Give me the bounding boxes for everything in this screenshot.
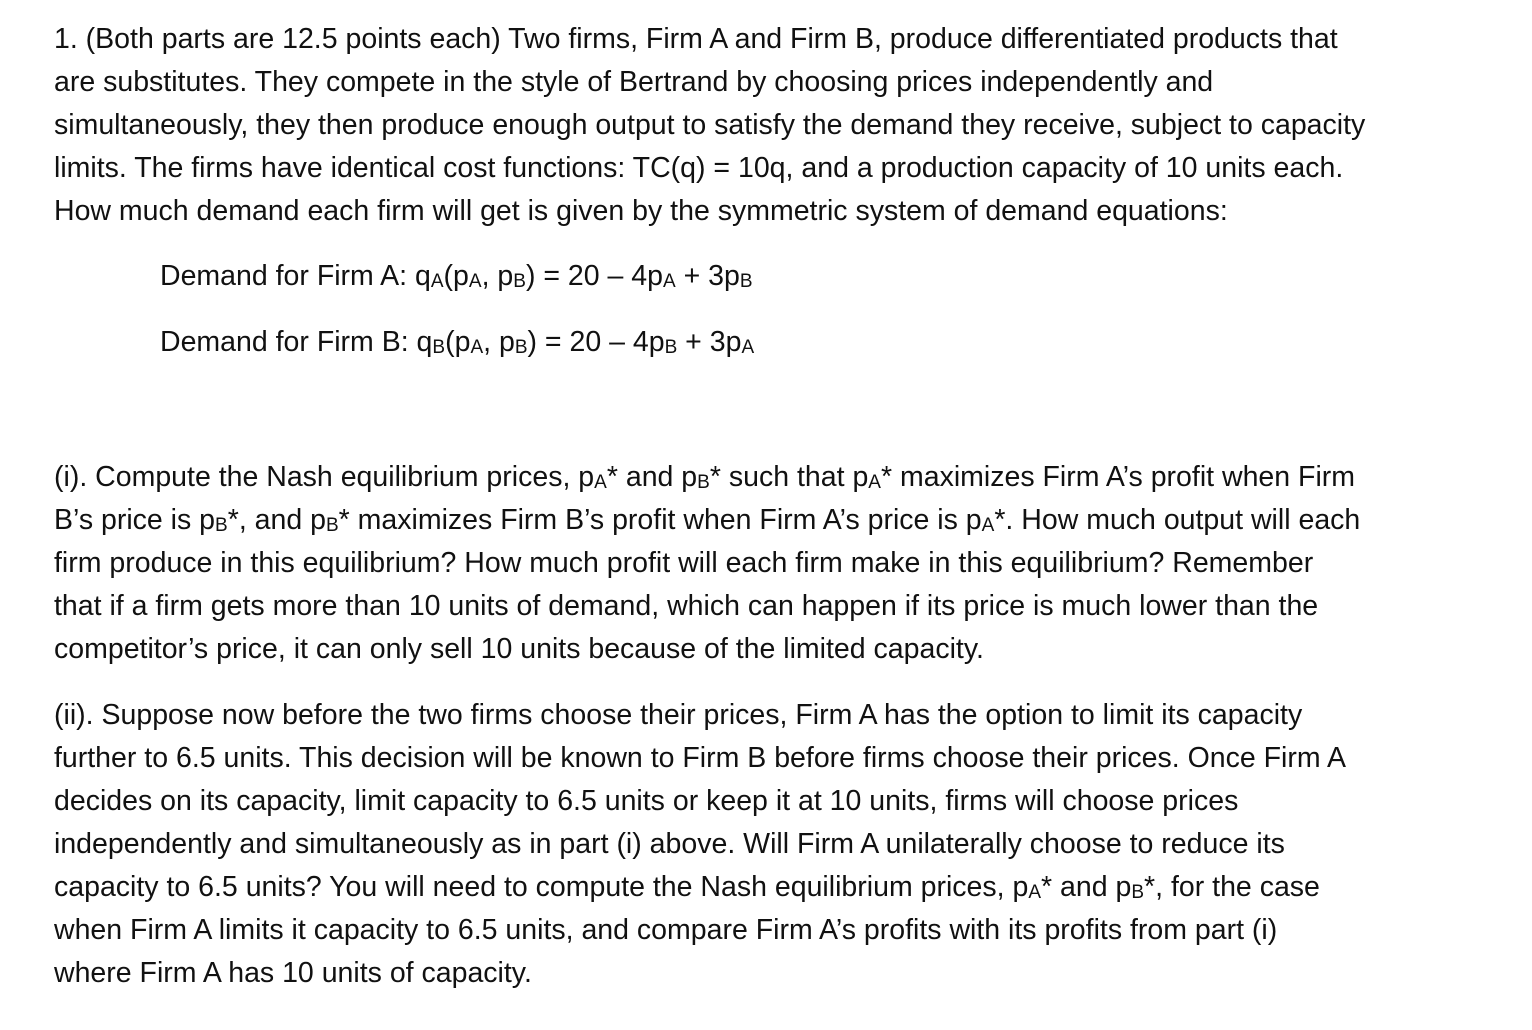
demand-equation-firm-b: Demand for Firm B: qB(pA, pB) = 20 – 4pB + 3pA: [160, 326, 755, 358]
part-ii-line-6: when Firm A limits it capacity to 6.5 units, and compare Firm A’s profits with its profits from part (i): [54, 914, 1278, 946]
part-ii-line-2: further to 6.5 units. This decision will be known to Firm B before firms choose their prices. Once Firm A: [54, 742, 1346, 774]
problem-intro: [54, 18, 1474, 233]
part-i-line-5: competitor’s price, it can only sell 10 units because of the limited capacity.: [54, 633, 984, 665]
part-i-line-1: (i). Compute the Nash equilibrium prices, pA* and pB* such that pA* maximizes Firm A’s profit when Firm: [54, 461, 1356, 493]
demand-equation-firm-a: Demand for Firm A: qA(pA, pB) = 20 – 4pA + 3pB: [160, 260, 753, 292]
intro-line-4: limits. The firms have identical cost functions: TC(q) = 10q, and a production capacity of 10 units each.: [54, 152, 1344, 184]
intro-line-5: How much demand each firm will get is given by the symmetric system of demand equations:: [54, 195, 1228, 227]
part-i-line-3: firm produce in this equilibrium? How much profit will each firm make in this equilibrium? Remember: [54, 547, 1314, 579]
intro-line-3: simultaneously, they then produce enough output to satisfy the demand they receive, subject to capacity: [54, 109, 1366, 141]
part-ii-line-5: capacity to 6.5 units? You will need to compute the Nash equilibrium prices, pA* and pB*, for the case: [54, 871, 1320, 903]
part-ii-line-4: independently and simultaneously as in part (i) above. Will Firm A unilaterally choose to reduce its: [54, 828, 1285, 860]
intro-line-1: 1. (Both parts are 12.5 points each) Two firms, Firm A and Firm B, produce differentiated products that: [54, 23, 1338, 55]
part-i: [54, 456, 1474, 671]
intro-line-2: are substitutes. They compete in the style of Bertrand by choosing prices independently and: [54, 66, 1214, 98]
part-i-line-4: that if a firm gets more than 10 units of demand, which can happen if its price is much lower than the: [54, 590, 1319, 622]
part-ii-line-1: (ii). Suppose now before the two firms choose their prices, Firm A has the option to limit its capacity: [54, 699, 1303, 731]
part-ii: [54, 694, 1474, 995]
part-ii-line-7: where Firm A has 10 units of capacity.: [54, 957, 532, 989]
part-ii-line-3: decides on its capacity, limit capacity to 6.5 units or keep it at 10 units, firms will choose prices: [54, 785, 1239, 817]
part-i-line-2: B’s price is pB*, and pB* maximizes Firm B’s profit when Firm A’s price is pA*. How much output will each: [54, 504, 1361, 536]
